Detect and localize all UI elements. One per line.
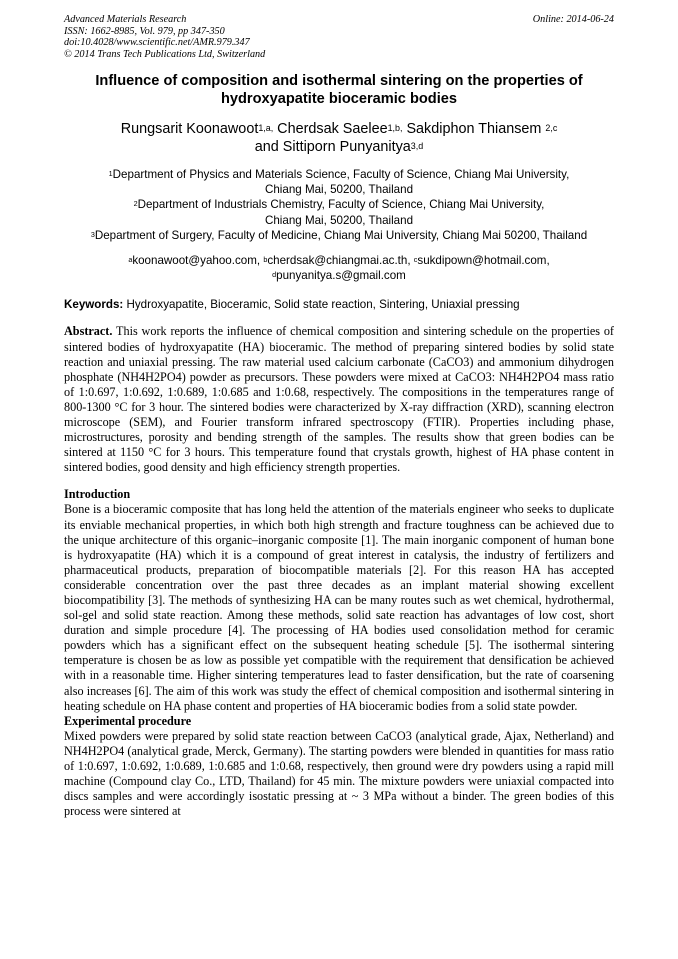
email-a-sup: a (128, 254, 133, 264)
experimental-text: Mixed powders were prepared by solid state reaction between CaCO3 (analytical grade, Ajax, Netherland) and NH4H2PO4 (analytical grade, Merck, Germany). The starting powders were blended in quantities for mass ratio of 1:0.697, 1:0.692, 1:0.689, 1:0.685 and 1:0.68, respectively, then ground were dry powders using a rapid mill machine (Compound clay Co., LTD, Thailand) for 45 min. The mixture powders were uniaxial compacted into discs samples and were accordingly isostatic pressing at ~ 3 MPa without a binder. The green bodies of this process were sintered at (64, 728, 614, 819)
copyright-line: © 2014 Trans Tech Publications Ltd, Switzerland (64, 48, 266, 60)
keywords (64, 297, 614, 312)
introduction-heading: Introduction (64, 487, 131, 502)
email-c-sup: c (413, 254, 418, 264)
affiliation-3-line: Department of Surgery, Faculty of Medicine, Chiang Mai University, Chiang Mai 50200, Thailand (94, 228, 588, 242)
abstract-label: Abstract. (64, 324, 113, 339)
author-2-sup: 1,b, (387, 122, 403, 133)
author-line-1 (64, 120, 614, 138)
affiliations (64, 167, 614, 243)
affiliation-1-city: Chiang Mai, 50200, Thailand (264, 183, 414, 197)
affiliation-1-num: 1 (108, 168, 113, 178)
author-4: and Sittiporn Punyanitya (254, 139, 411, 155)
affiliation-1-line-a: Department of Physics and Materials Science, Faculty of Science, Chiang Mai University, (112, 168, 570, 181)
email-b-sup: b (263, 254, 268, 264)
online-date: Online: 2014-06-24 (532, 14, 614, 25)
email-a: koonawoot@yahoo.com, (132, 254, 264, 268)
publication-info (64, 26, 614, 61)
email-line-1 (64, 253, 614, 268)
email-d: punyanitya.s@gmail.com (276, 269, 406, 283)
abstract (64, 324, 614, 475)
keywords-label: Keywords: (64, 298, 124, 312)
author-list (64, 120, 614, 156)
affiliation-3-num: 3 (90, 229, 95, 239)
title-line-2: hydroxyapatite bioceramic bodies (220, 91, 457, 107)
title-line-1: Influence of composition and isothermal sintering on the properties of (95, 73, 583, 89)
affiliation-2-city: Chiang Mai, 50200, Thailand (264, 213, 414, 227)
issn-line: ISSN: 1662-8985, Vol. 979, pp 347-350 (64, 25, 225, 37)
email-b: cherdsak@chiangmai.ac.th, (267, 254, 414, 268)
author-2: Cherdsak Saelee (273, 121, 388, 137)
email-d-sup: d (272, 270, 277, 280)
abstract-text: This work reports the influence of chemical composition and sintering schedule on the properties of sintered bodies of hydroxyapatite (HA) bioceramic. The method of preparing sintered bodies by solid state reaction and uniaxial pressing. The raw material used calcium carbonate (CaCO3) and ammonium dihydrogen phosphate (NH4H2PO4) powder as precursors. These powders were mixed at CaCO3: NH4H2PO4 mass ratio of 1:0.697, 1:0.692, 1:0.689, 1:0.685 and 1:0.68, respectively. The compositions in the temperatures range of 800-1300 °C for 3 hour. The sintered bodies were characterized by X-ray diffraction (XRD), scanning electron microscope (SEM), and Fourier transform infrared spectroscopy (FTIR). Properties including phase, microstructures, porosity and bending strength of the samples. The results show that green bodies can be sintered at 1150 °C for 3 hours. This temperature found that crystals growth, highest of HA phase content in sintered bodies, good density and high efficiency strength properties. (64, 324, 614, 475)
author-3-sup: 2,c (545, 122, 558, 133)
author-1-sup: 1,a, (258, 122, 274, 133)
journal-name: Advanced Materials Research (64, 14, 187, 25)
email-line-2 (64, 268, 614, 283)
affiliation-2-line-a: Department of Industrials Chemistry, Faculty of Science, Chiang Mai University, (137, 198, 545, 212)
author-line-2 (64, 138, 614, 156)
affiliation-2-num: 2 (133, 199, 138, 209)
keywords-text: Hydroxyapatite, Bioceramic, Solid state reaction, Sintering, Uniaxial pressing (123, 298, 520, 312)
experimental-heading: Experimental procedure (64, 713, 192, 728)
journal-header-row (64, 14, 614, 26)
paper-title (64, 72, 614, 108)
introduction-text: Bone is a bioceramic composite that has long held the attention of the materials engineer who seeks to duplicate its enviable mechanical properties, in which both high strength and fracture toughness can be achieved due to the unique architecture of this organic–inorganic composite [1]. The main inorganic component of human bone is hydroxyapatite (HA) which it is a compound of great interest in catalysis, the industry of fertilizers and pharmaceutical products, preparation of biocompatible materials [2]. For this reason HA has accepted considerable concentration over the past three decades as an implant material showing excellent biocompatibility [3]. The methods of synthesizing HA can be many routes such as wet chemical, hydrothermal, sol-gel and solid state reaction. Among these methods, solid sate reaction has advantages of low cost, short duration and simple procedure [4]. The processing of HA bodies used consolidation method for ceramic powders which has a significant effect on the subsequent heating schedule [5]. The isothermal sintering temperature is chosen be as low as possible yet compatible with the requirement that densification be achieved with in a reasonable time. Higher sintering temperatures lead to faster densification, but the rate of coarsening also increases [6]. The aim of this work was study the effect of chemical composition and isothermal sintering in heating schedule on HA phase content and properties of HA bioceramic bodies from a solid state powder. (64, 502, 614, 713)
author-4-sup: 3,d (410, 140, 424, 151)
doi-line: doi:10.4028/www.scientific.net/AMR.979.347 (64, 37, 250, 48)
email-c: sukdipown@hotmail.com, (417, 254, 550, 268)
affiliation-1 (64, 167, 614, 182)
author-3: Sakdiphon Thiansem (402, 121, 546, 137)
affiliation-3 (64, 228, 614, 243)
affiliation-2 (64, 197, 614, 212)
author-1: Rungsarit Koonawoot (120, 121, 259, 137)
email-list (64, 253, 614, 283)
